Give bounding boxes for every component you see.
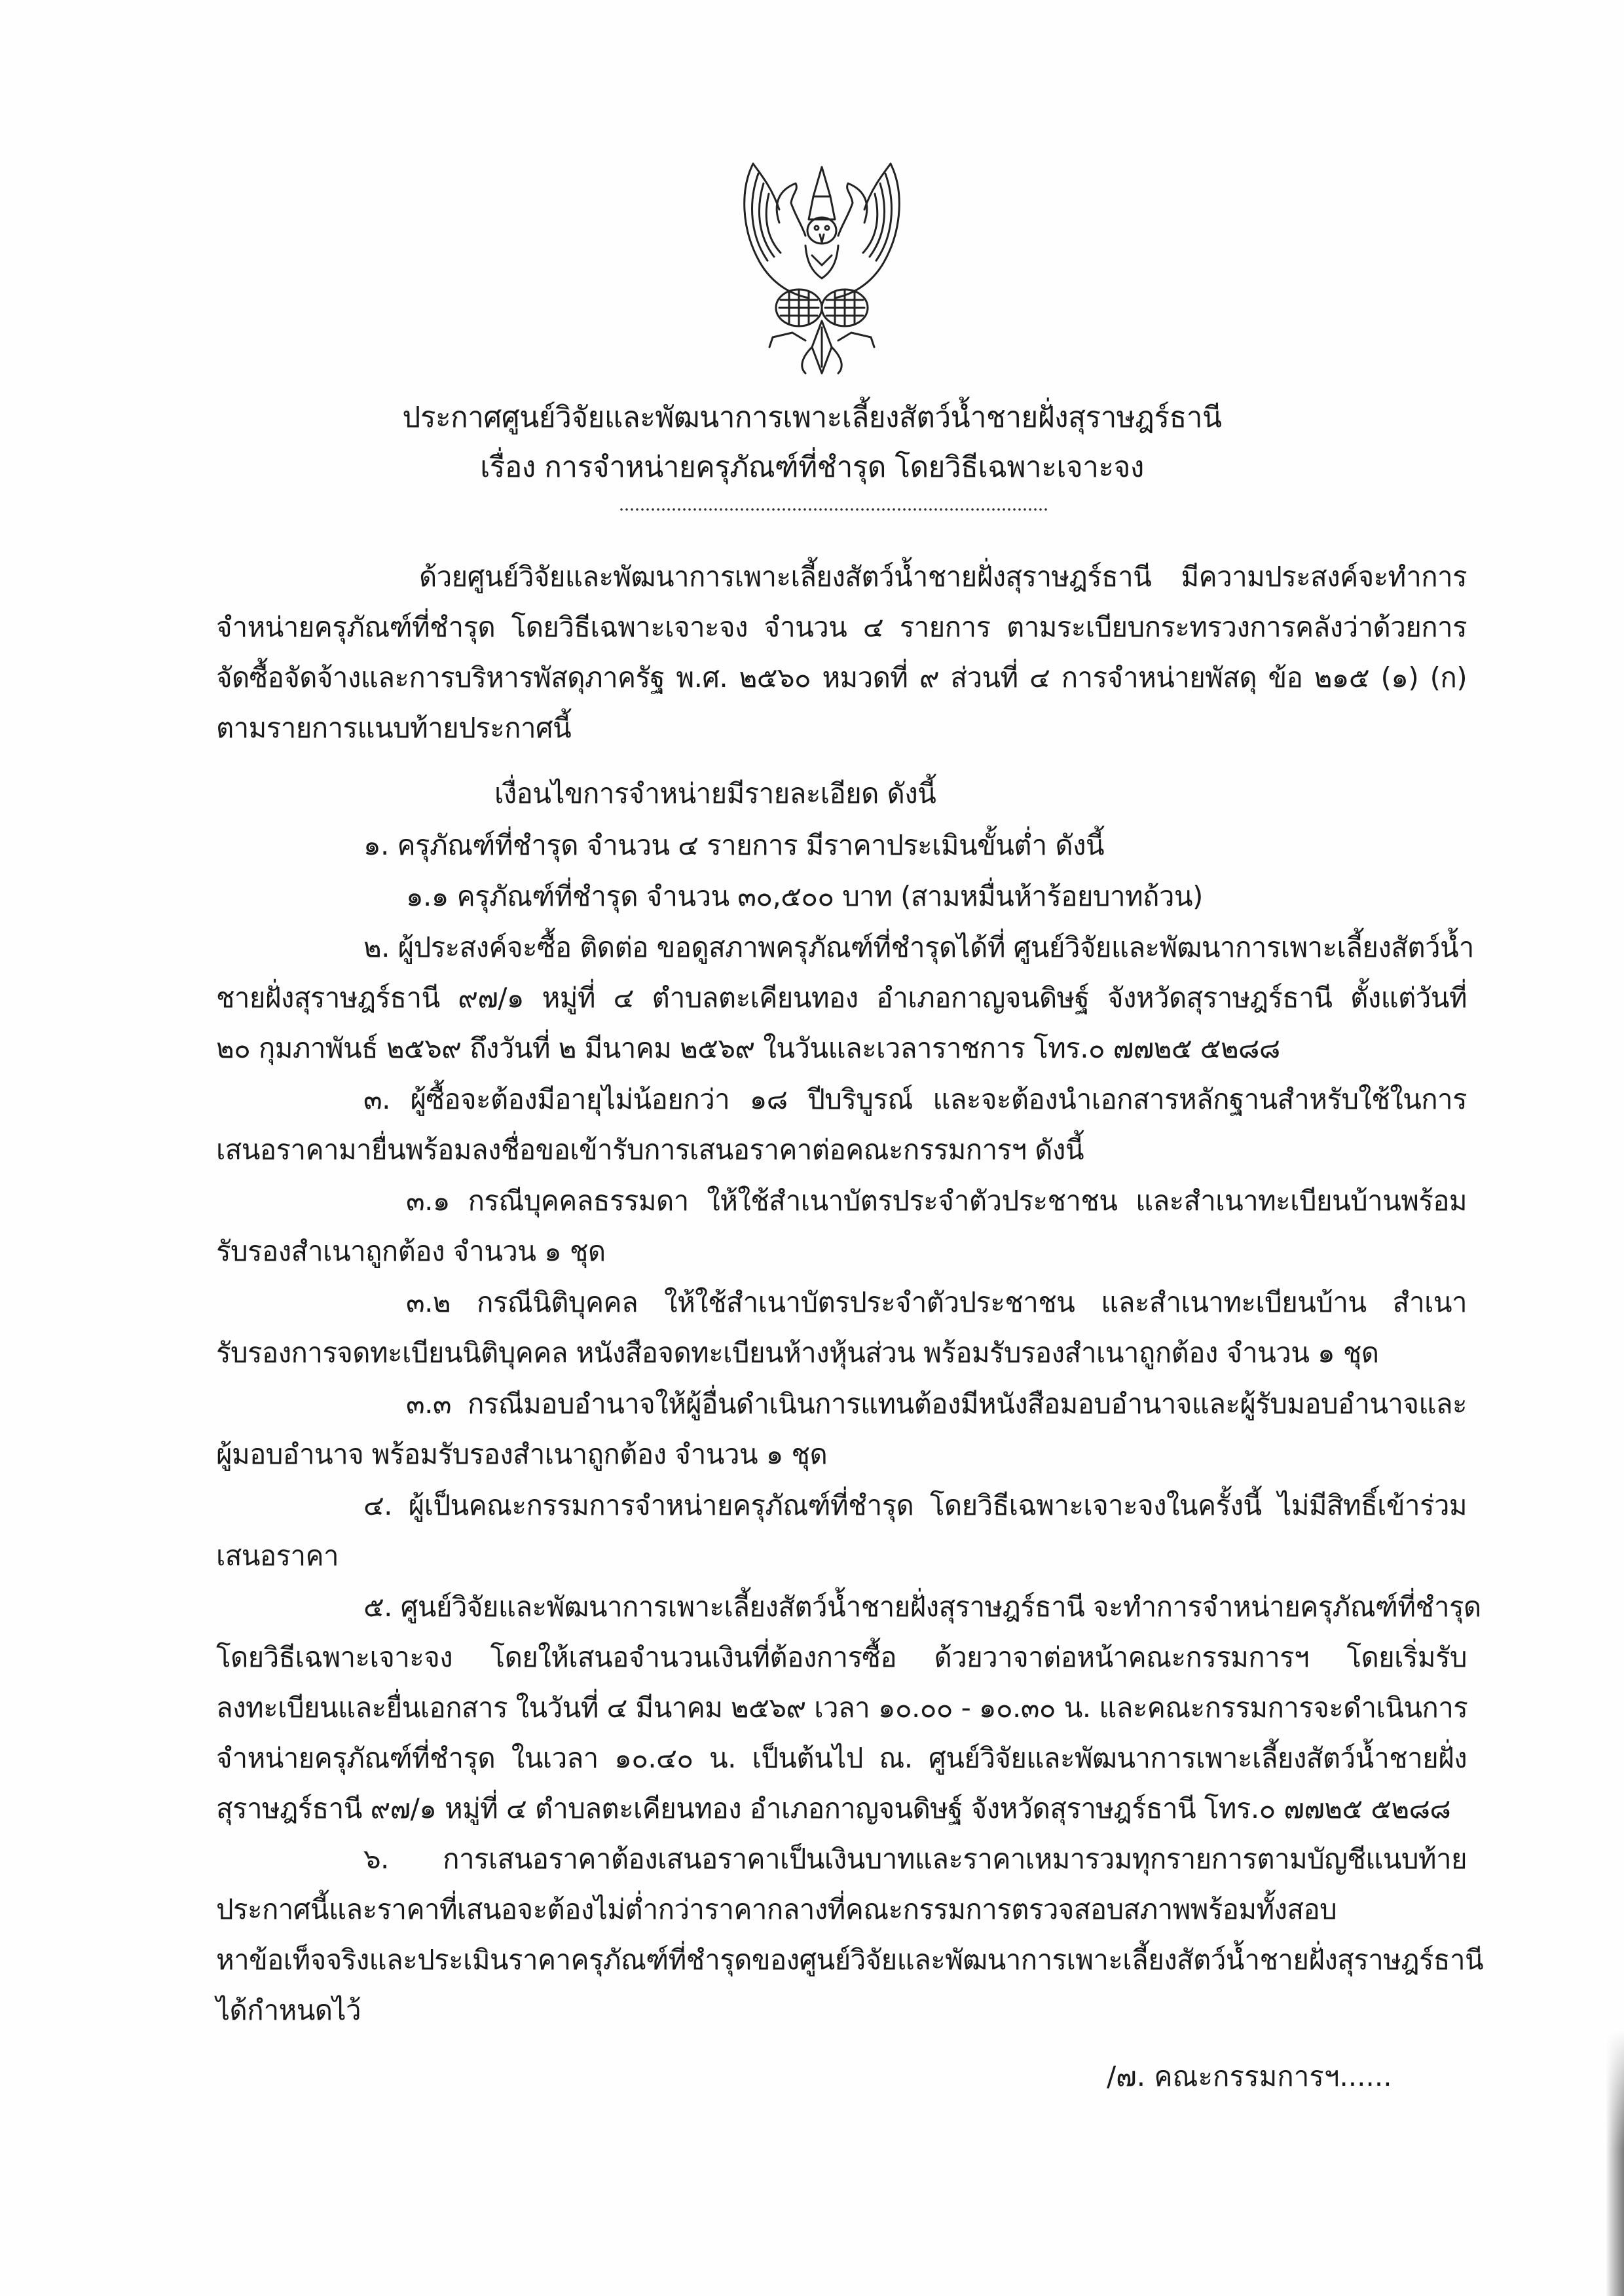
conditions-heading: เงื่อนไขการจำหน่ายมีรายละเอียด ดังนี้ [494, 777, 936, 809]
item-3-3-line-2: ผู้มอบอำนาจ พร้อมรับรองสำเนาถูกต้อง จำนวน ๑ ชุด [216, 1438, 828, 1470]
announcement-title: ประกาศศูนย์วิจัยและพัฒนาการเพาะเลี้ยงสัตว์น้ำชายฝั่งสุราษฎร์ธานี [402, 401, 1222, 434]
intro-line-2: จำหน่ายครุภัณฑ์ที่ชำรุด โดยวิธีเฉพาะเจาะจง จำนวน ๔ รายการ ตามระเบียบกระทรวงการคลังว่าด้วยการ [216, 611, 1467, 643]
item-2-line-2: ชายฝั่งสุราษฎร์ธานี ๙๗/๑ หมู่ที่ ๔ ตำบลตะเคียนทอง อำเภอกาญจนดิษฐ์ จังหวัดสุราษฎร์ธานี ตั้งแต่วันที่ [216, 982, 1467, 1014]
item-4-line-2: เสนอราคา [216, 1540, 339, 1572]
item-6-line-4: ได้กำหนดไว้ [216, 1994, 361, 2026]
item-5-line-2: โดยวิธีเฉพาะเจาะจง โดยให้เสนอจำนวนเงินที่ต้องการซื้อ ด้วยวาจาต่อหน้าคณะกรรมการฯ โดยเริ่มรับ [216, 1641, 1467, 1673]
scan-shadow-edge [1606, 2030, 1624, 2296]
item-4-line-1: ๔. ผู้เป็นคณะกรรมการจำหน่ายครุภัณฑ์ที่ชำรุด โดยวิธีเฉพาะเจาะจงในครั้งนี้ ไม่มีสิทธิ์เข้าร่วม [363, 1489, 1467, 1521]
item-6-line-1: ๖. การเสนอราคาต้องเสนอราคาเป็นเงินบาทและราคาเหมารวมทุกรายการตามบัญชีแนบท้าย [363, 1843, 1467, 1875]
intro-line-1: ด้วยศูนย์วิจัยและพัฒนาการเพาะเลี้ยงสัตว์น้ำชายฝั่งสุราษฎร์ธานี มีความประสงค์จะทำการ [419, 561, 1467, 593]
garuda-emblem-icon [733, 151, 910, 380]
item-3-line-1: ๓. ผู้ซื้อจะต้องมีอายุไม่น้อยกว่า ๑๘ ปีบริบูรณ์ และจะต้องนำเอกสารหลักฐานสำหรับใช้ในการ [363, 1083, 1467, 1115]
item-3-1-line-1: ๓.๑ กรณีบุคคลธรรมดา ให้ใช้สำเนาบัตรประจำตัวประชาชน และสำเนาทะเบียนบ้านพร้อม [406, 1185, 1467, 1217]
item-2-line-3: ๒๐ กุมภาพันธ์ ๒๕๖๙ ถึงวันที่ ๒ มีนาคม ๒๕๖๙ ในวันและเวลาราชการ โทร.๐ ๗๗๒๕ ๕๒๘๘ [216, 1032, 1280, 1064]
item-3-3-line-1: ๓.๓ กรณีมอบอำนาจให้ผู้อื่นดำเนินการแทนต้องมีหนังสือมอบอำนาจและผู้รับมอบอำนาจและ [406, 1388, 1467, 1420]
dotted-separator [619, 508, 1048, 511]
item-6-line-2: ประกาศนี้และราคาที่เสนอจะต้องไม่ต่ำกว่าราคากลางที่คณะกรรมการตรวจสอบสภาพพร้อมทั้งสอบ [216, 1893, 1337, 1925]
item-5-line-5: สุราษฎร์ธานี ๙๗/๑ หมู่ที่ ๔ ตำบลตะเคียนทอง อำเภอกาญจนดิษฐ์ จังหวัดสุราษฎร์ธานี โทร.๐ ๗๗๒๕ ๕๒๘๘ [216, 1792, 1451, 1824]
continuation-marker: /๗. คณะกรรมการฯ...... [1107, 2060, 1392, 2092]
item-6-line-3: หาข้อเท็จจริงและประเมินราคาครุภัณฑ์ที่ชำรุดของศูนย์วิจัยและพัฒนาการเพาะเลี้ยงสัตว์น้ำชายฝั่งสุราษฎร์ธานี [216, 1944, 1484, 1976]
intro-line-3: จัดซื้อจัดจ้างและการบริหารพัสดุภาครัฐ พ.ศ. ๒๕๖๐ หมวดที่ ๙ ส่วนที่ ๔ การจำหน่ายพัสดุ ข้อ ๒๑๕ (๑) (ก) [216, 661, 1467, 694]
item-2-line-1: ๒. ผู้ประสงค์จะซื้อ ติดต่อ ขอดูสภาพครุภัณฑ์ที่ชำรุดได้ที่ ศูนย์วิจัยและพัฒนาการเพาะเลี้ยงสัตว์น้ำ [363, 931, 1474, 963]
item-1: ๑. ครุภัณฑ์ที่ชำรุด จำนวน ๔ รายการ มีราคาประเมินขั้นต่ำ ดังนี้ [363, 829, 1105, 861]
item-3-2-line-1: ๓.๒ กรณีนิติบุคคล ให้ใช้สำเนาบัตรประจำตัวประชาชน และสำเนาทะเบียนบ้าน สำเนา [406, 1286, 1467, 1318]
item-5-line-1: ๕. ศูนย์วิจัยและพัฒนาการเพาะเลี้ยงสัตว์น้ำชายฝั่งสุราษฎร์ธานี จะทำการจำหน่ายครุภัณฑ์ที่ชำรุด [363, 1591, 1481, 1623]
item-3-2-line-2: รับรองการจดทะเบียนนิติบุคคล หนังสือจดทะเบียนห้างหุ้นส่วน พร้อมรับรองสำเนาถูกต้อง จำนวน ๑ ชุด [216, 1337, 1379, 1369]
item-3-line-2: เสนอราคามายื่นพร้อมลงชื่อขอเข้ารับการเสนอราคาต่อคณะกรรมการฯ ดังนี้ [216, 1134, 1084, 1166]
item-3-1-line-2: รับรองสำเนาถูกต้อง จำนวน ๑ ชุด [216, 1235, 606, 1267]
announcement-subject: เรื่อง การจำหน่ายครุภัณฑ์ที่ชำรุด โดยวิธีเฉพาะเจาะจง [480, 451, 1144, 484]
item-5-line-3: ลงทะเบียนและยื่นเอกสาร ในวันที่ ๔ มีนาคม ๒๕๖๙ เวลา ๑๐.๐๐ - ๑๐.๓๐ น. และคณะกรรมการจะดำเนินการ [216, 1692, 1468, 1724]
item-1-1: ๑.๑ ครุภัณฑ์ที่ชำรุด จำนวน ๓๐,๕๐๐ บาท (สามหมื่นห้าร้อยบาทถ้วน) [406, 880, 1203, 912]
item-5-line-4: จำหน่ายครุภัณฑ์ที่ชำรุด ในเวลา ๑๐.๔๐ น. เป็นต้นไป ณ. ศูนย์วิจัยและพัฒนาการเพาะเลี้ยงสัตว์น้ำชายฝั่ง [216, 1742, 1467, 1774]
intro-line-4: ตามรายการแนบท้ายประกาศนี้ [216, 712, 572, 744]
